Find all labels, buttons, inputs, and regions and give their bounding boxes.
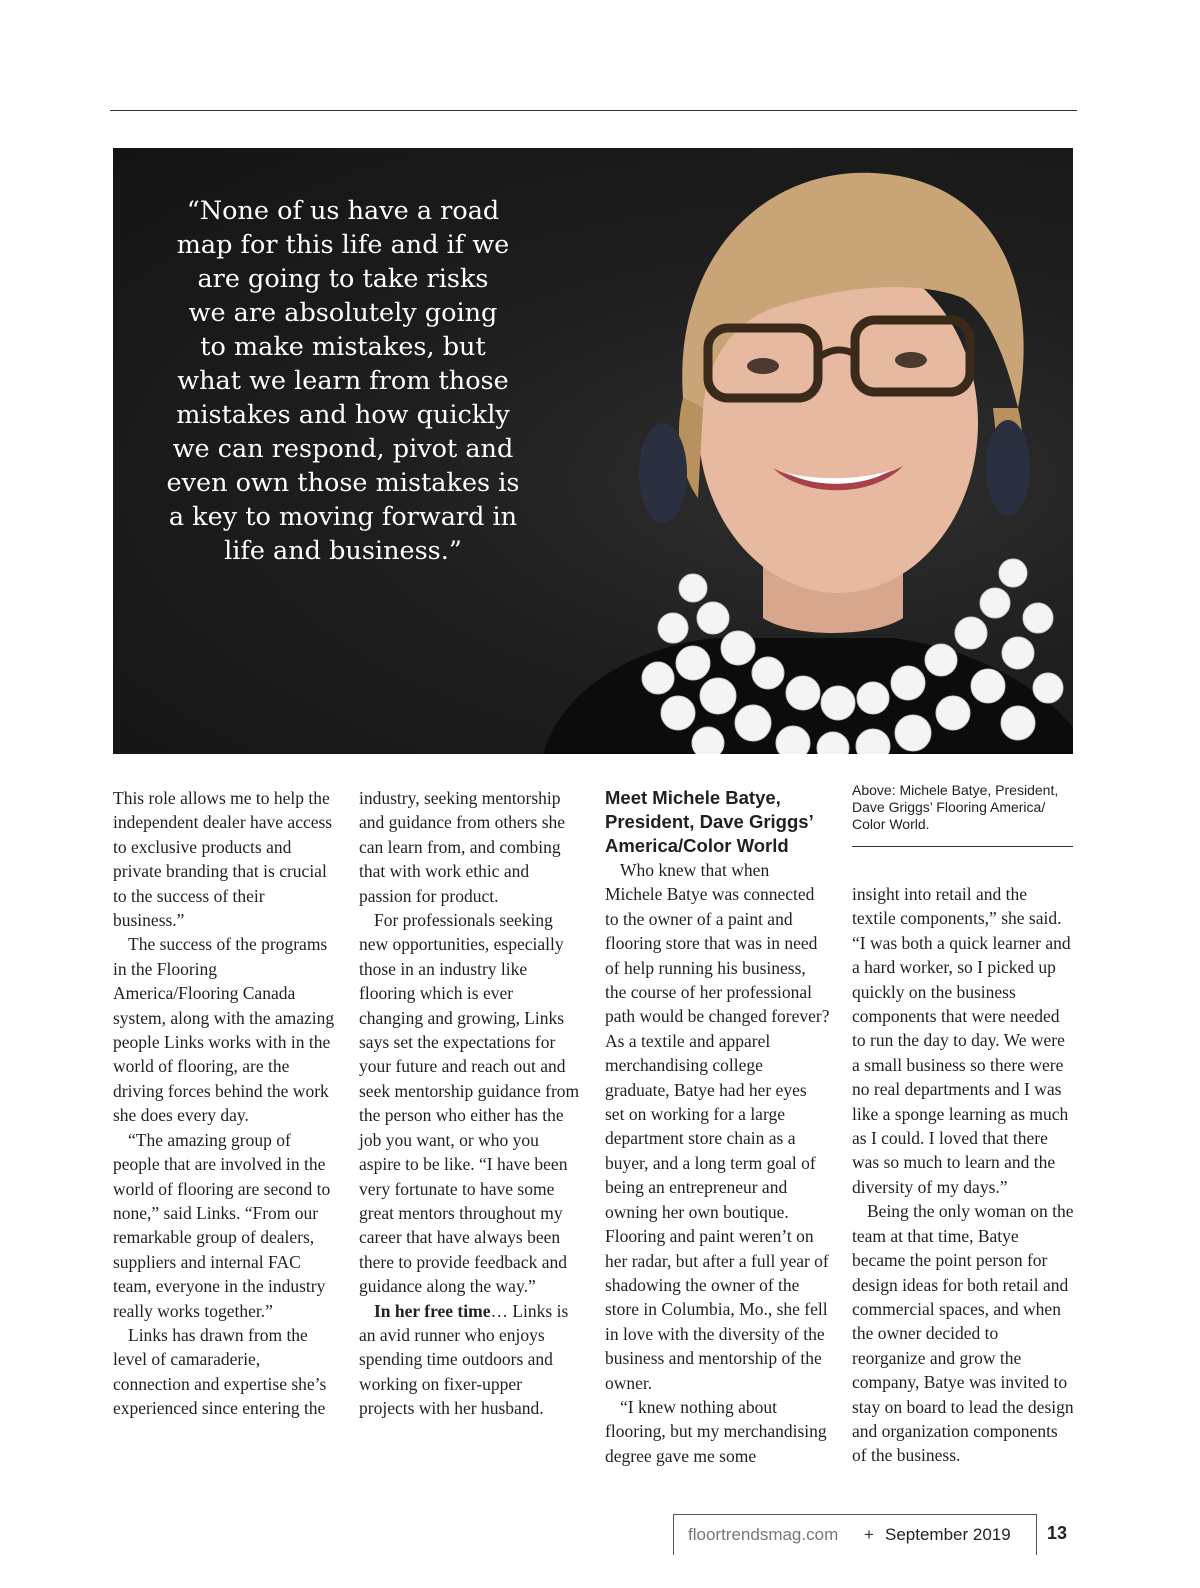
article-column-3 bbox=[605, 786, 830, 1468]
earring-left bbox=[639, 423, 687, 523]
caption-rule bbox=[852, 846, 1073, 847]
footer bbox=[673, 1514, 1037, 1555]
paragraph: For professionals seeking new opportunities, especially those in an industry like flooring which is ever changing and growing, Links says set the expectations for your future and reach out and seek mentorship guidance from the person who either has the job you want, or who you aspire to be like. “I have been very fortunate to have some great mentors throughout my career that have always been there to provide feedback and guidance along the way.” bbox=[359, 910, 580, 1297]
earring-right bbox=[986, 420, 1030, 516]
article-column-4 bbox=[852, 882, 1074, 1468]
paragraph bbox=[359, 1299, 581, 1421]
article-column-1 bbox=[113, 786, 335, 1421]
article-column-2 bbox=[359, 786, 581, 1421]
subhead-lead: In her free time bbox=[374, 1300, 491, 1321]
top-rule bbox=[110, 110, 1077, 111]
ellipsis: … bbox=[490, 1300, 508, 1321]
page-number: 13 bbox=[1047, 1523, 1068, 1543]
paragraph: This role allows me to help the independent dealer have access to exclusive products and private branding that is crucial to the success of their business.” bbox=[113, 788, 333, 931]
photo-caption: Above: Michele Batye, President, Dave Griggs’ Flooring America/ Color World. bbox=[852, 782, 1059, 832]
paragraph: “The amazing group of people that are involved in the world of flooring are second to none,” said Links. “From our remarkable group of dealers, suppliers and internal FAC team, everyone in the industry really works together.” bbox=[113, 1129, 331, 1321]
hero-photo bbox=[113, 148, 1073, 754]
section-heading: Meet Michele Batye, President, Dave Griggs’ America/Color World bbox=[605, 787, 813, 856]
paragraph: “I knew nothing about flooring, but my merchandising degree gave me some bbox=[605, 1396, 827, 1466]
paragraph: Who knew that when Michele Batye was connected to the owner of a paint and flooring store that was in need of help running his business, the course of her professional path would be changed forever? As a textile and apparel merchandising college graduate, Batye had her eyes set on working for a large department store chain as a buyer, and a long term goal of being an entrepreneur and owning her own boutique. Flooring and paint weren’t on her radar, but after a full year of shadowing the owner of the store in Columbia, Mo., she fell in love with the diversity of the business and mentorship of the owner. bbox=[605, 860, 830, 1393]
paragraph: Links has drawn from the level of camaraderie, connection and expertise she’s experienced since entering the bbox=[113, 1324, 327, 1419]
footer-separator: + bbox=[864, 1525, 874, 1544]
footer-site: floortrendsmag.com bbox=[688, 1525, 839, 1544]
paragraph-rest: Links is an avid runner who enjoys spending time outdoors and working on fixer-upper projects with her husband. bbox=[359, 1300, 569, 1419]
paragraph: industry, seeking mentorship and guidance from others she can learn from, and combing that with work ethic and passion for product. bbox=[359, 788, 566, 906]
paragraph: insight into retail and the textile components,” she said. “I was both a quick learner and a hard worker, so I picked up quickly on the business components that were needed to run the day to day. We were a small business so there were no real departments and I was like a sponge learning as much as I could. I loved that there was so much to learn and the diversity of my days.” bbox=[852, 884, 1071, 1197]
paragraph: The success of the programs in the Flooring America/Flooring Canada system, along with the amazing people Links works with in the world of flooring, are the driving forces behind the work she does every day. bbox=[113, 934, 335, 1126]
paragraph: Being the only woman on the team at that time, Batye became the point person for design ideas for both retail and commercial spaces, and when the owner decided to reorganize and grow the company, Batye was invited to stay on board to lead the design and organization components of the business. bbox=[852, 1201, 1074, 1466]
footer-date: September 2019 bbox=[885, 1525, 1011, 1544]
pull-quote: “None of us have a road map for this life and if we are going to take risks we are absolutely going to make mistakes, but what we learn from those mistakes and how quickly we can respond, pivot and even own those mistakes is a key to moving forward in life and business.” bbox=[166, 196, 520, 566]
